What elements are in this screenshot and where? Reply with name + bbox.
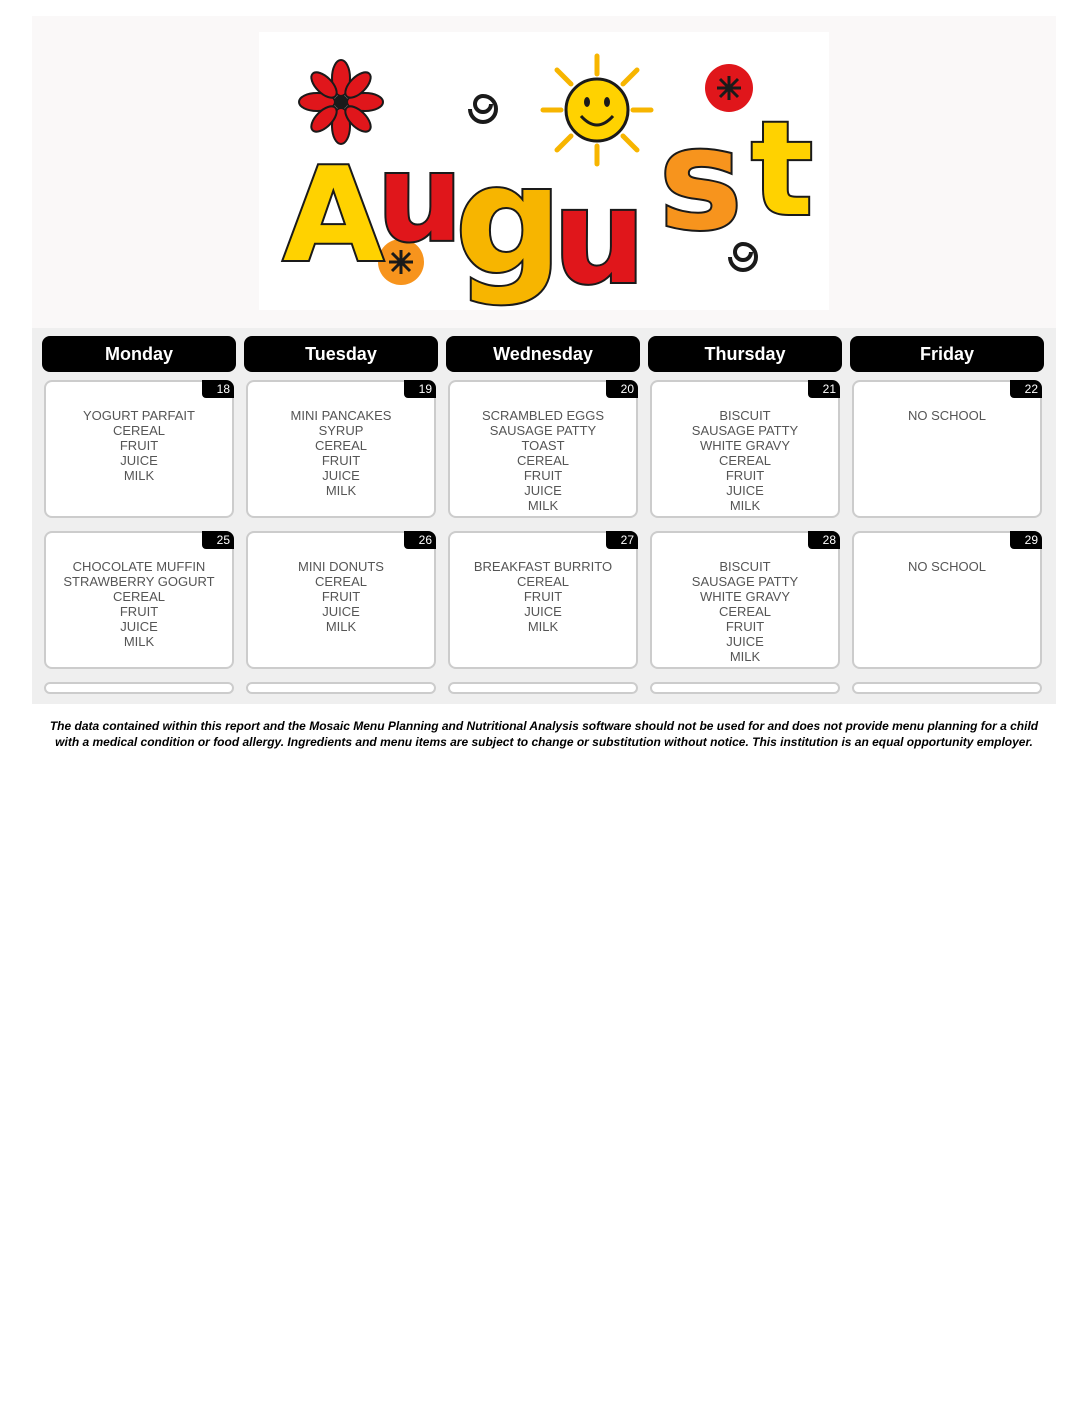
menu-item: YOGURT PARFAIT [83, 408, 195, 423]
menu-item: WHITE GRAVY [699, 589, 791, 604]
date-badge: 29 [1010, 531, 1042, 549]
menu-item: SCRAMBLED EGGS [481, 408, 605, 423]
date-badge: 25 [202, 531, 234, 549]
menu-item: BISCUIT [719, 559, 771, 574]
menu-list [854, 559, 1040, 574]
menu-item: CEREAL [718, 604, 772, 619]
menu-item: FRUIT [725, 468, 765, 483]
letter-u2: u [553, 161, 646, 310]
menu-item: FRUIT [119, 438, 159, 453]
day-cell [246, 380, 436, 518]
day-cell [246, 531, 436, 669]
date-badge: 22 [1010, 380, 1042, 398]
menu-list [854, 408, 1040, 423]
menu-item: BREAKFAST BURRITO [473, 559, 613, 574]
date-badge: 27 [606, 531, 638, 549]
menu-item: CEREAL [112, 423, 166, 438]
menu-item: JUICE [726, 634, 764, 649]
menu-item: CEREAL [516, 574, 570, 589]
menu-item: CEREAL [516, 453, 570, 468]
menu-item: FRUIT [523, 468, 563, 483]
date-badge: 26 [404, 531, 436, 549]
empty-day-cell [650, 682, 840, 694]
letter-s: s [659, 99, 743, 262]
menu-item: MILK [325, 619, 357, 634]
menu-item: FRUIT [725, 619, 765, 634]
day-cell [650, 380, 840, 518]
empty-day-cell [246, 682, 436, 694]
menu-item: JUICE [120, 453, 158, 468]
menu-item: MINI PANCAKES [290, 408, 392, 423]
menu-item: FRUIT [523, 589, 563, 604]
menu-item: SAUSAGE PATTY [691, 423, 799, 438]
menu-list [248, 408, 434, 498]
menu-list [46, 559, 232, 649]
menu-item: FRUIT [119, 604, 159, 619]
menu-item: CEREAL [718, 453, 772, 468]
menu-item: MILK [325, 483, 357, 498]
letter-t: t [751, 93, 814, 245]
day-header-friday: Friday [850, 336, 1044, 372]
menu-list [652, 408, 838, 513]
empty-day-cell [852, 682, 1042, 694]
august-banner-image [259, 32, 829, 310]
day-cell [650, 531, 840, 669]
menu-item: JUICE [524, 604, 562, 619]
header-area [32, 16, 1056, 328]
date-badge: 21 [808, 380, 840, 398]
menu-item: JUICE [322, 468, 360, 483]
date-badge: 28 [808, 531, 840, 549]
menu-item: NO SCHOOL [907, 559, 986, 574]
menu-item: MILK [729, 649, 761, 664]
day-cell [448, 380, 638, 518]
letter-g: g [455, 134, 563, 308]
day-cell [852, 380, 1042, 518]
day-header-wednesday: Wednesday [446, 336, 640, 372]
menu-item: CHOCOLATE MUFFIN [72, 559, 206, 574]
swirl-icon [470, 96, 496, 122]
menu-item: JUICE [120, 619, 158, 634]
menu-item: FRUIT [321, 589, 361, 604]
date-badge: 18 [202, 380, 234, 398]
empty-day-cell [448, 682, 638, 694]
menu-item: MILK [729, 498, 761, 513]
menu-item: SAUSAGE PATTY [489, 423, 597, 438]
menu-item: FRUIT [321, 453, 361, 468]
day-cell [448, 531, 638, 669]
menu-item: CEREAL [112, 589, 166, 604]
menu-calendar [32, 328, 1056, 704]
menu-item: SAUSAGE PATTY [691, 574, 799, 589]
menu-item: MILK [123, 468, 155, 483]
menu-item: MINI DONUTS [298, 559, 384, 574]
menu-list [450, 559, 636, 634]
menu-list [248, 559, 434, 634]
menu-item: SYRUP [318, 423, 364, 438]
menu-item: JUICE [322, 604, 360, 619]
menu-item: WHITE GRAVY [699, 438, 791, 453]
empty-day-cell [44, 682, 234, 694]
flower-icon [299, 60, 383, 144]
date-badge: 19 [404, 380, 436, 398]
menu-list [652, 559, 838, 664]
menu-item: MILK [527, 498, 559, 513]
menu-list [450, 408, 636, 513]
menu-item: JUICE [726, 483, 764, 498]
day-cell [44, 531, 234, 669]
disclaimer-text: The data contained within this report and the Mosaic Menu Planning and Nutritional Analysis software should not be used for and does not provide menu planning for a child with a medical condition or food allergy. Ingredients and menu items are subject to change or substitution without notice. This institution is an equal opportunity employer. [49, 719, 1039, 749]
menu-item: MILK [123, 634, 155, 649]
day-header-monday: Monday [42, 336, 236, 372]
menu-item: BISCUIT [719, 408, 771, 423]
menu-item: MILK [527, 619, 559, 634]
date-badge: 20 [606, 380, 638, 398]
letter-u: u [377, 130, 463, 269]
menu-item: TOAST [521, 438, 565, 453]
day-header-thursday: Thursday [648, 336, 842, 372]
day-cell [44, 380, 234, 518]
menu-item: STRAWBERRY GOGURT [63, 574, 215, 589]
menu-item: NO SCHOOL [907, 408, 986, 423]
letter-a: A [283, 139, 384, 291]
menu-item: CEREAL [314, 438, 368, 453]
day-header-tuesday: Tuesday [244, 336, 438, 372]
menu-list [46, 408, 232, 483]
day-cell [852, 531, 1042, 669]
august-clipart [259, 32, 829, 310]
menu-item: JUICE [524, 483, 562, 498]
menu-item: CEREAL [314, 574, 368, 589]
